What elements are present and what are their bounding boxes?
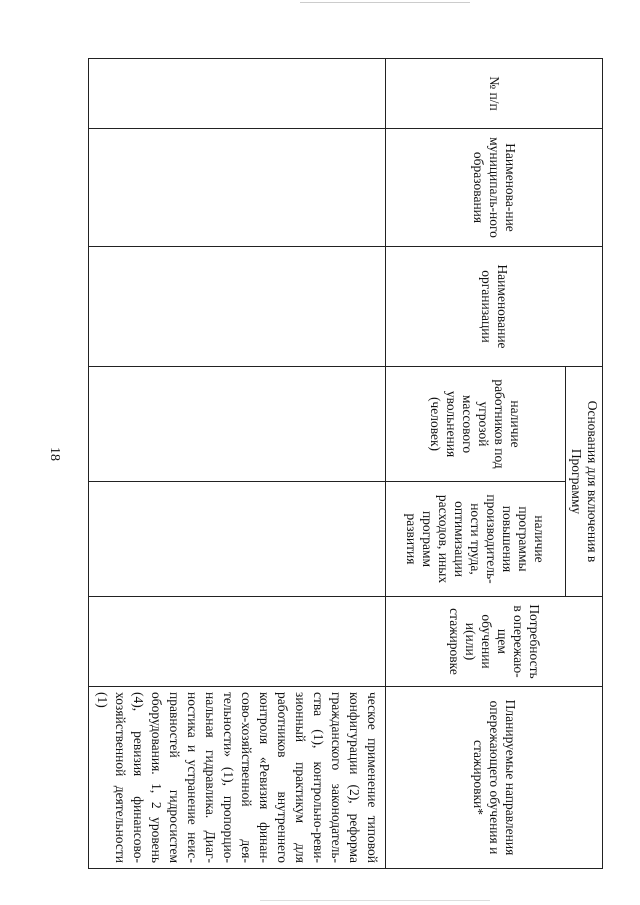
cell-threat — [89, 367, 386, 482]
cell-organization — [89, 247, 386, 367]
scan-edge-line-bottom — [260, 900, 490, 901]
cell-municipality — [89, 129, 386, 247]
scan-edge-line — [300, 2, 470, 3]
header-municipality: Наименова-ние муниципаль-ного образования — [386, 129, 603, 247]
program-table — [88, 58, 603, 869]
header-grounds-threat: наличие работников под угрозой массового увольнения (человек) — [386, 367, 566, 482]
header-grounds-program: наличие программы повышения производитель-ности труда, оптимизации расходов, иных программ развития — [386, 482, 566, 597]
rotated-table-sheet — [96, 58, 603, 868]
header-need: Потребность в опережаю-щем обучении и(или) стажировке — [386, 597, 603, 687]
table-row — [89, 59, 386, 869]
page-number: 18 — [47, 447, 62, 461]
cell-directions: ческое применение типовой конфигурации (2), реформа гражданского законодатель-ства (1), контрольно-реви-зионный практикум для работников внутреннего контроля «Ревизия финан-сово-хозяйственной дея-тельности» (1), пропорцио-нальная гидравлика. Диаг-ностика и устранение неис-правностей гидросистем оборудования. 1, 2 уровень (4), ревизия финансово-хозяйственной деятельности (1) — [89, 687, 386, 869]
header-organization: Наименование организации — [386, 247, 603, 367]
header-num: № п/п — [386, 59, 603, 129]
cell-need — [89, 597, 386, 687]
cell-program — [89, 482, 386, 597]
cell-num — [89, 59, 386, 129]
header-directions: Планируемые направления опережающего обучения и стажировки* — [386, 687, 603, 869]
header-grounds-group: Основания для включения в Программу — [566, 367, 603, 597]
